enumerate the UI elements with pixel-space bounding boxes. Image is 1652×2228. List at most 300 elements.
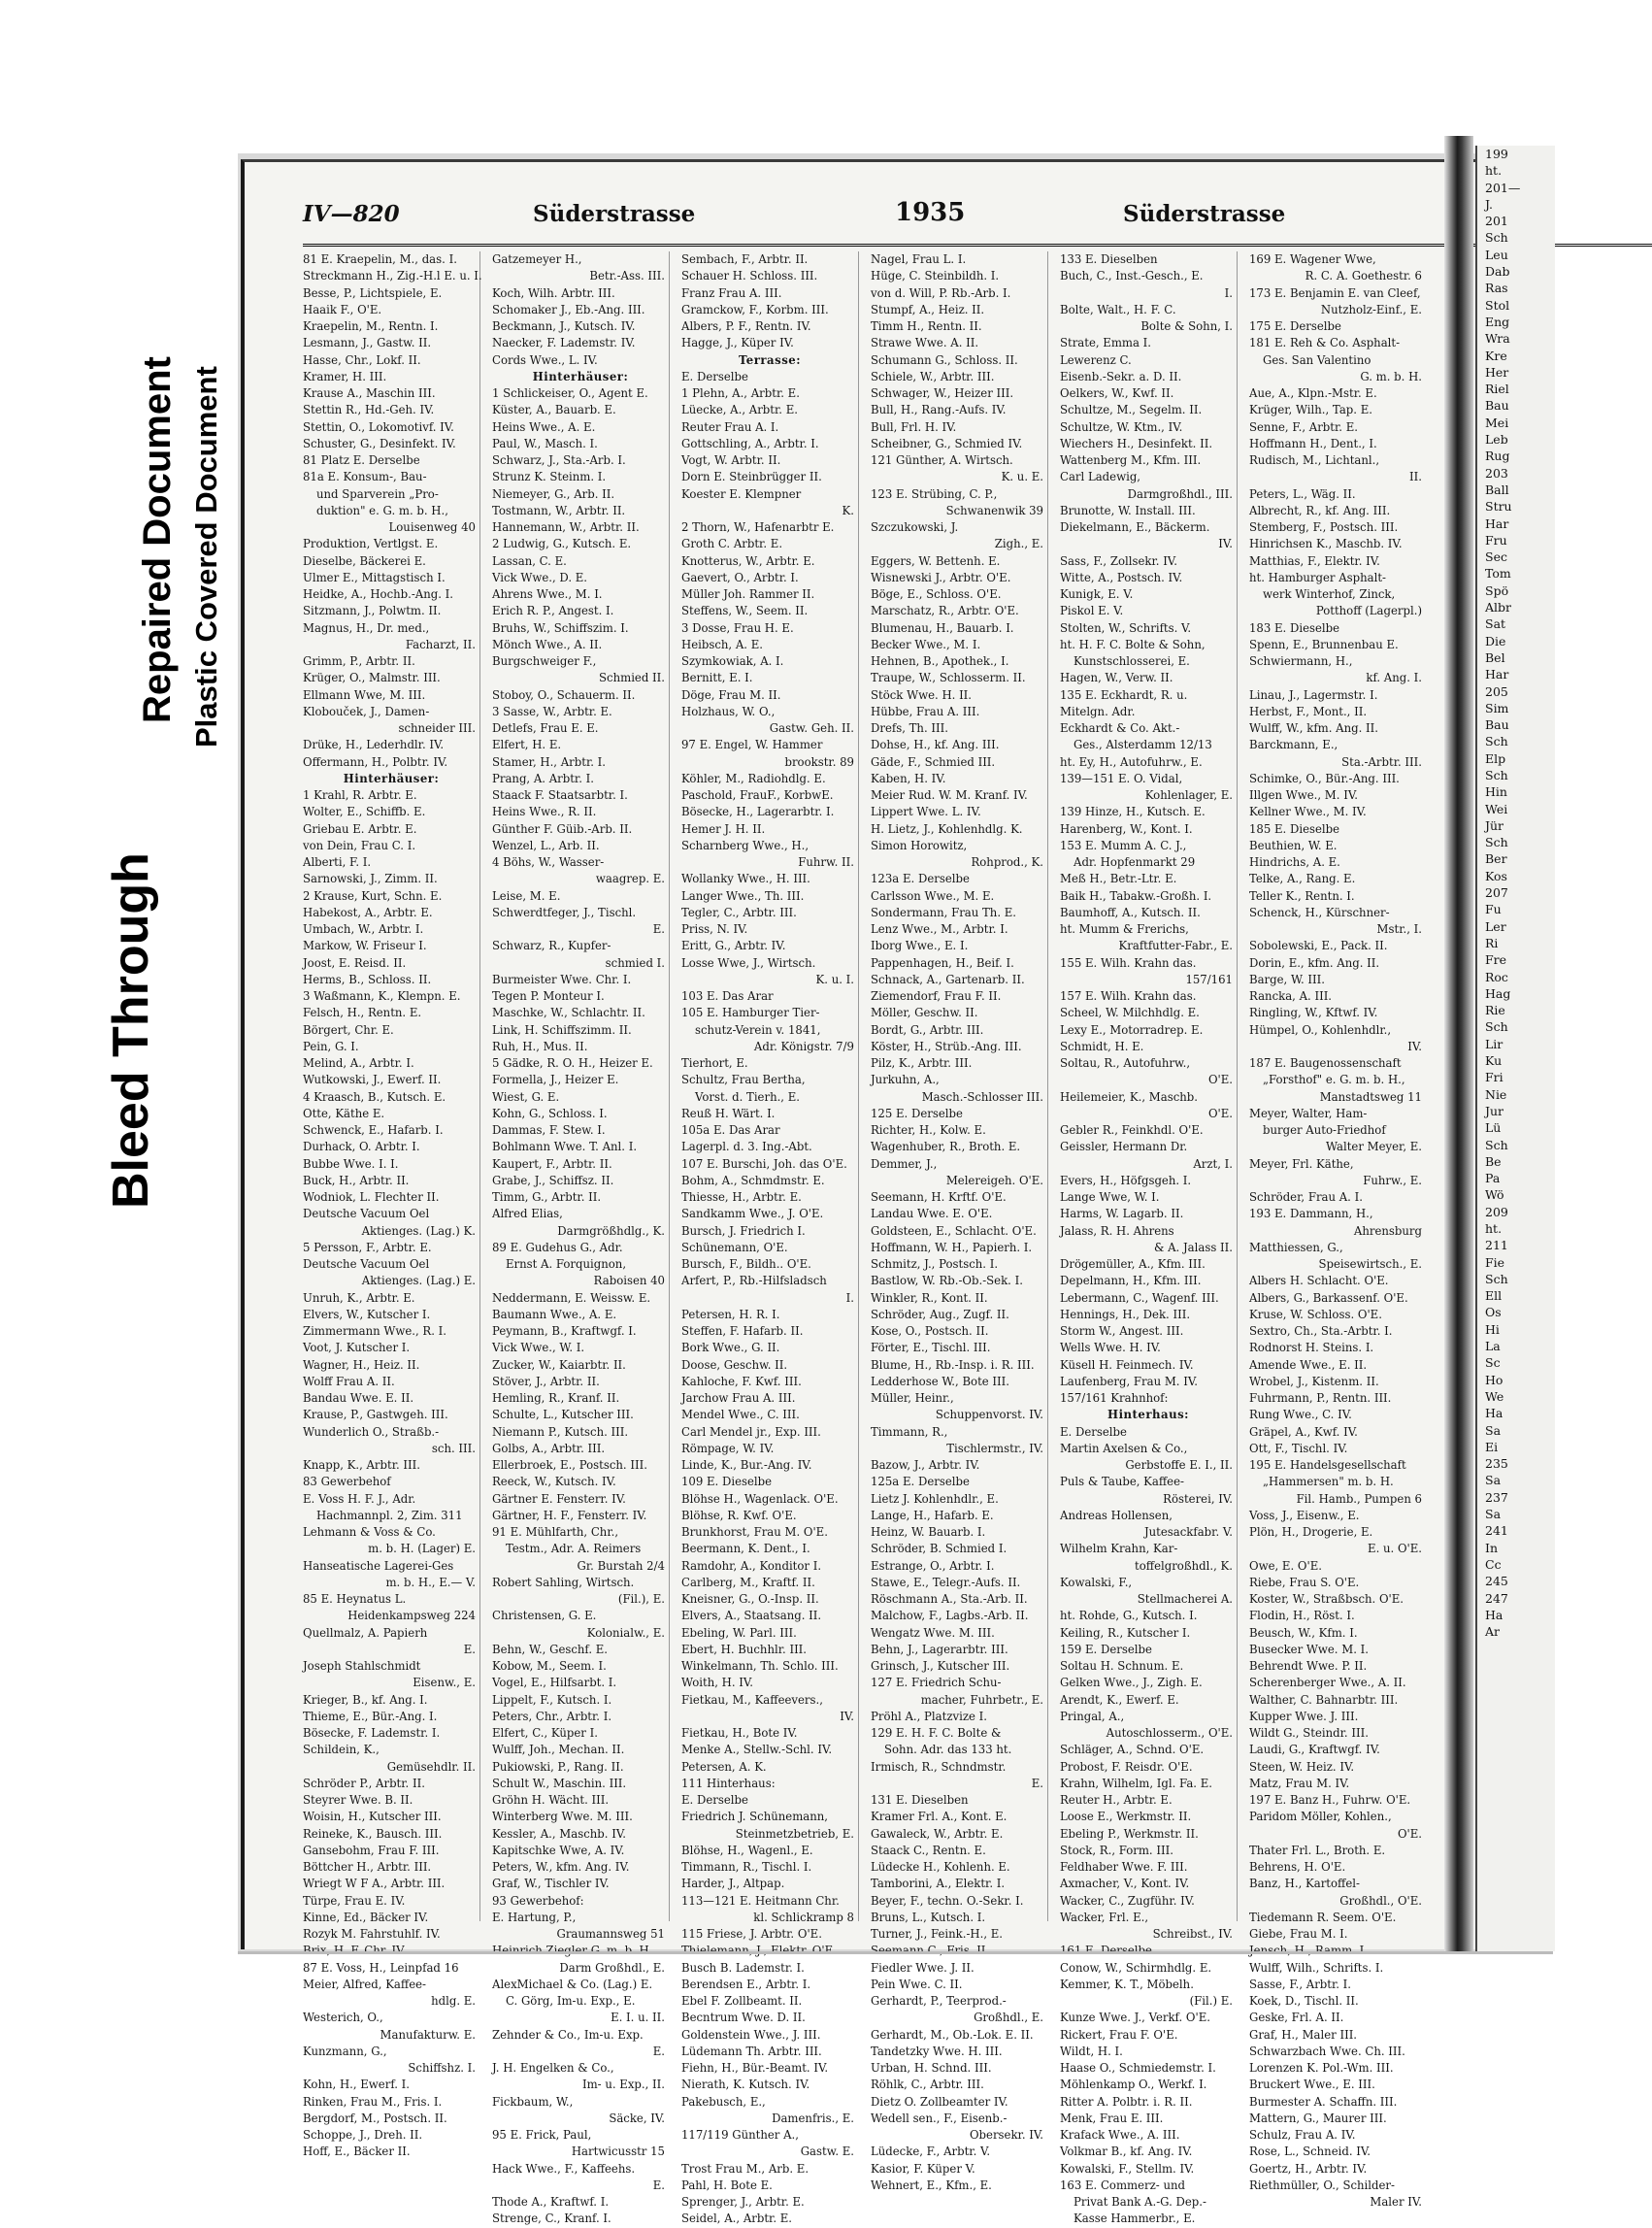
directory-entry: Lehmann & Voss & Co. bbox=[303, 1525, 436, 1539]
next-page-fragment: Sch bbox=[1485, 734, 1508, 749]
directory-entry: Becntrum Wwe. D. II. bbox=[681, 2011, 806, 2025]
next-page-fragment: 205 bbox=[1485, 683, 1508, 699]
next-page-fragment: Rug bbox=[1485, 449, 1510, 464]
directory-entry: Lüecke, A., Arbtr. E. bbox=[681, 403, 798, 417]
directory-entry: Feldhaber Wwe. F. III. bbox=[1060, 1860, 1188, 1874]
directory-entry: Gelken Wwe., J., Zigh. E. bbox=[1060, 1676, 1203, 1690]
directory-entry: Pein Wwe. C. II. bbox=[871, 1977, 963, 1991]
directory-entry: Matthiessen, G., bbox=[1249, 1240, 1343, 1254]
directory-entry: Wacker, C., Zugführ. IV. bbox=[1060, 1893, 1195, 1908]
next-page-fragment: Fri bbox=[1485, 1070, 1503, 1085]
next-page-fragment: ht. bbox=[1485, 1221, 1503, 1236]
next-page-fragment: 201 bbox=[1485, 214, 1508, 229]
directory-entry: Timmann, R., bbox=[871, 1424, 948, 1439]
directory-entry: Pukiowski, P., Rang. II. bbox=[492, 1759, 624, 1774]
directory-entry: Koster, W., Straßbsch. O'E. bbox=[1249, 1592, 1404, 1606]
directory-entry: Petersen, H. R. I. bbox=[681, 1307, 780, 1321]
directory-entry: Probost, F. Reisdr. O'E. bbox=[1060, 1759, 1193, 1774]
directory-entry: Hanseatische Lagerei-Ges bbox=[303, 1558, 454, 1573]
directory-entry: Stemberg, F., Postsch. III. bbox=[1249, 520, 1399, 534]
directory-entry: Lagerpl. d. 3. Ing.-Abt. bbox=[681, 1140, 812, 1154]
directory-entry: Vick Wwe., D. E. bbox=[492, 570, 588, 584]
directory-entry: 2 Ludwig, G., Kutsch. E. bbox=[492, 537, 632, 551]
directory-entry: 83 Gewerbehof bbox=[303, 1475, 391, 1489]
next-page-fragment: Sec bbox=[1485, 549, 1507, 565]
directory-entry: Besse, P., Lichtspiele, E. bbox=[303, 285, 443, 300]
directory-entry: Grinsch, J., Kutscher III. bbox=[871, 1659, 1010, 1673]
directory-entry: AlexMichael & Co. (Lag.) E. bbox=[492, 1977, 653, 1991]
directory-entry: Irmisch, R., Schndmstr. bbox=[871, 1759, 1007, 1774]
directory-entry: Vogel, E., Hilfsarbt. I. bbox=[492, 1676, 617, 1690]
directory-entry: R. C. A. Goethestr. 6 bbox=[1305, 269, 1422, 283]
directory-entry: 1 Schlickeiser, O., Agent E. bbox=[492, 386, 648, 400]
directory-entry: Hagge, J., Küper IV. bbox=[681, 336, 794, 350]
directory-entry: Jurkuhn, A., bbox=[871, 1073, 940, 1087]
directory-entry: Beusch, W., Kfm. I. bbox=[1249, 1625, 1358, 1640]
directory-entry: Kinne, Ed., Bäcker IV. bbox=[303, 1910, 429, 1924]
directory-entry: Burgschweiger F., bbox=[492, 654, 597, 668]
directory-entry: Hinterhäuser: bbox=[343, 771, 440, 785]
next-page-fragment: Ho bbox=[1485, 1372, 1503, 1387]
directory-entry: 123 E. Strübing, C. P., bbox=[871, 486, 998, 501]
directory-entry: Produktion, Vertlgst. E. bbox=[303, 537, 439, 551]
directory-entry: Winterberg Wwe. M. III. bbox=[492, 1810, 633, 1824]
next-page-fragment: Rie bbox=[1485, 1003, 1505, 1018]
directory-entry: Ernst A. Forquignon, bbox=[506, 1257, 627, 1271]
directory-entry: Köster, H., Strüb.-Ang. III. bbox=[871, 1039, 1022, 1053]
next-page-fragment: Sch bbox=[1485, 1019, 1508, 1035]
directory-entry: IV. bbox=[1407, 1039, 1422, 1053]
directory-entry: Hinrichsen K., Maschb. IV. bbox=[1249, 537, 1403, 551]
directory-entry: Schmitz, J., Postsch. I. bbox=[871, 1257, 999, 1271]
directory-entry: schutz-Verein v. 1841, bbox=[695, 1022, 821, 1037]
directory-entry: Baik H., Tabakw.-Großh. I. bbox=[1060, 888, 1212, 903]
directory-entry: 195 E. Handelsgesellschaft bbox=[1249, 1458, 1406, 1472]
directory-entry: 2 Thorn, W., Hafenarbtr E. bbox=[681, 520, 835, 534]
directory-entry: Hehnen, B., Apothek., I. bbox=[871, 654, 1009, 668]
directory-entry: Timmann, R., Tischl. I. bbox=[681, 1860, 812, 1874]
directory-entry: Schwanenwik 39 bbox=[945, 503, 1043, 517]
directory-entry: Gärtner, H. F., Fensterr. IV. bbox=[492, 1508, 647, 1522]
next-page-fragment: 241 bbox=[1485, 1523, 1508, 1539]
directory-entry: Bolte, Walt., H. F. C. bbox=[1060, 302, 1176, 316]
directory-entry: Heilemeier, K., Maschb. bbox=[1060, 1089, 1198, 1104]
directory-entry: 5 Gädke, R. O. H., Heizer E. bbox=[492, 1056, 653, 1070]
directory-entry: Quellmalz, A. Papierh bbox=[303, 1625, 428, 1640]
directory-entry: Schultze, M., Segelm. II. bbox=[1060, 403, 1203, 417]
next-page-fragment: Bau bbox=[1485, 398, 1509, 414]
directory-entry: Krause, P., Gastwgeh. III. bbox=[303, 1408, 448, 1422]
next-page-fragment: Sa bbox=[1485, 1507, 1502, 1522]
directory-entry: Schwiermann, H., bbox=[1249, 654, 1353, 668]
directory-entry: Bohm, A., Schmdmstr. E. bbox=[681, 1173, 825, 1187]
directory-entry: Albrecht, R., kf. Ang. III. bbox=[1249, 503, 1391, 517]
directory-entry: Nagel, Frau L. I. bbox=[871, 252, 967, 266]
directory-entry: Reeck, W., Kutsch. IV. bbox=[492, 1475, 616, 1489]
directory-entry: Pein, G. I. bbox=[303, 1039, 359, 1053]
directory-entry: 93 Gewerbehof: bbox=[492, 1893, 584, 1908]
directory-entry: Lassan, C. E. bbox=[492, 553, 567, 568]
next-page-fragment: 211 bbox=[1485, 1238, 1508, 1253]
next-page-fragment: Sim bbox=[1485, 700, 1509, 715]
directory-entry: Ruh, H., Mus. II. bbox=[492, 1039, 588, 1053]
next-page-fragment: Ku bbox=[1485, 1053, 1503, 1069]
directory-entry: Menk, Frau E. III. bbox=[1060, 2111, 1164, 2125]
directory-entry: 4 Kraasch, B., Kutsch. E. bbox=[303, 1089, 446, 1104]
next-page-fragment: Stru bbox=[1485, 499, 1512, 515]
directory-entry: Schröder, Frau A. I. bbox=[1249, 1190, 1363, 1204]
directory-entry: Iborg Wwe., E. I. bbox=[871, 939, 969, 953]
directory-entry: Leise, M. E. bbox=[492, 888, 561, 903]
directory-entry: 157 E. Wilh. Krahn das. bbox=[1060, 989, 1197, 1003]
directory-entry: Depelmann, H., Kfm. III. bbox=[1060, 1274, 1202, 1288]
directory-entry: Demmer, J., bbox=[871, 1156, 938, 1171]
directory-entry: Jarchow Frau A. III. bbox=[681, 1391, 796, 1405]
directory-entry: Fuhrmann, P., Rentn. III. bbox=[1249, 1391, 1392, 1405]
directory-entry: Pringal, A., bbox=[1060, 1709, 1125, 1723]
directory-entry: Arfert, P., Rb.-Hilfsladsch bbox=[681, 1274, 827, 1288]
directory-entry: Estrange, O., Arbtr. I. bbox=[871, 1558, 995, 1573]
next-page-fragment: Sch bbox=[1485, 1271, 1508, 1286]
directory-entry: Soltau, R., Autofuhrw., bbox=[1060, 1056, 1191, 1070]
directory-entry: Zigh., E. bbox=[994, 537, 1043, 551]
next-page-fragment: Pa bbox=[1485, 1171, 1501, 1186]
directory-entry: Schröder, B. Schmied I. bbox=[871, 1542, 1008, 1556]
next-page-fragment: Fru bbox=[1485, 532, 1507, 548]
directory-entry: Vorst. d. Tierh., E. bbox=[695, 1089, 800, 1104]
directory-entry: Rung Wwe., C. IV. bbox=[1249, 1408, 1352, 1422]
directory-entry: Wriegt W F A., Arbtr. III. bbox=[303, 1877, 446, 1891]
directory-entry: Börgert, Chr. E. bbox=[303, 1022, 394, 1037]
directory-entry: Schnack, A., Gartenarb. II. bbox=[871, 972, 1025, 986]
directory-entry: Kessler, A., Maschb. IV. bbox=[492, 1826, 626, 1841]
directory-entry: Alfred Elias, bbox=[492, 1207, 563, 1221]
next-page-fragment: Lir bbox=[1485, 1036, 1503, 1051]
directory-entry: Wells Wwe. H. IV. bbox=[1060, 1341, 1161, 1355]
directory-entry: Staack F. Staatsarbtr. I. bbox=[492, 788, 628, 802]
directory-entry: Gerhardt, M., Ob.-Lok. E. II. bbox=[871, 2027, 1034, 2042]
directory-entry: Speisewirtsch., E. bbox=[1318, 1257, 1422, 1271]
directory-entry: Teller K., Rentn. I. bbox=[1249, 888, 1355, 903]
directory-entry: Tandetzky Wwe. H. III. bbox=[871, 2044, 1003, 2058]
directory-entry: Blumenau, H., Bauarb. I. bbox=[871, 620, 1014, 635]
directory-entry: 89 E. Gudehus G., Adr. bbox=[492, 1240, 623, 1254]
directory-entry: Stettin, O., Lokomotivf. IV. bbox=[303, 419, 454, 434]
directory-entry: Loose E., Werkmstr. II. bbox=[1060, 1810, 1192, 1824]
directory-entry: Dieselbe, Bäckerei E. bbox=[303, 553, 426, 568]
directory-entry: Wolter, E., Schiffb. E. bbox=[303, 805, 426, 819]
directory-entry: Kellner Wwe., M. IV. bbox=[1249, 805, 1367, 819]
directory-entry: 121 Günther, A. Wirtsch. bbox=[871, 453, 1013, 467]
directory-entry: 129 E. H. F. C. Bolte & bbox=[871, 1726, 1002, 1740]
directory-entry: werk Winterhof, Zinck, bbox=[1263, 587, 1396, 601]
street-name-left: Süderstrasse bbox=[533, 201, 696, 227]
directory-entry: „Hammersen" m. b. H. bbox=[1263, 1475, 1394, 1489]
directory-entry: Sextro, Ch., Sta.-Arbtr. I. bbox=[1249, 1324, 1393, 1338]
directory-entry: Heins Wwe., R. II. bbox=[492, 805, 597, 819]
directory-entry: Unruh, K., Arbtr. E. bbox=[303, 1290, 415, 1305]
directory-entry: Hübbe, Frau A. III. bbox=[871, 704, 980, 718]
directory-entry: Hoffmann, W. H., Papierh. I. bbox=[871, 1240, 1033, 1254]
directory-entry: Matz, Frau M. IV. bbox=[1249, 1776, 1350, 1790]
directory-entry: Reuß H. Wärt. I. bbox=[681, 1106, 776, 1120]
directory-entry: Im- u. Exp., II. bbox=[581, 2078, 665, 2092]
directory-entry: & A. Jalass II. bbox=[1153, 1240, 1233, 1254]
directory-entry: Aue, A., Klpn.-Mstr. E. bbox=[1249, 386, 1377, 400]
next-page-fragment: Ha bbox=[1485, 1406, 1503, 1421]
directory-entry: Klobouček, J., Damen- bbox=[303, 704, 430, 718]
next-page-edge bbox=[1475, 146, 1555, 1951]
directory-entry: Zimmermann Wwe., R. I. bbox=[303, 1324, 446, 1338]
directory-entry: Darmgroßhdl., III. bbox=[1127, 486, 1233, 501]
directory-entry: E. Voss H. F. J., Adr. bbox=[303, 1491, 416, 1506]
directory-entry: Lietz J. Kohlenhdlr., E. bbox=[871, 1491, 999, 1506]
next-page-fragment: Ei bbox=[1485, 1439, 1499, 1454]
directory-entry: Nierath, K. Kutsch. IV. bbox=[681, 2078, 810, 2092]
directory-entry: Timm, G., Arbtr. II. bbox=[492, 1190, 602, 1204]
directory-entry: Lebermann, C., Wagenf. III. bbox=[1060, 1290, 1219, 1305]
directory-entry: Winkler, R., Kont. II. bbox=[871, 1290, 988, 1305]
directory-entry: Mstr., I. bbox=[1376, 922, 1422, 936]
directory-entry: Behrens, H. O'E. bbox=[1249, 1860, 1346, 1874]
directory-entry: Steffens, W., Seem. II. bbox=[681, 604, 809, 618]
directory-entry: E. u. O'E. bbox=[1368, 1542, 1422, 1556]
directory-entry: Busecker Wwe. M. I. bbox=[1249, 1642, 1369, 1656]
directory-entry: Doose, Geschw. II. bbox=[681, 1357, 788, 1372]
directory-entry: Mattern, G., Maurer III. bbox=[1249, 2111, 1387, 2125]
next-page-fragment: Kre bbox=[1485, 348, 1507, 363]
directory-entry: Piskol E. V. bbox=[1060, 604, 1124, 618]
directory-entry: Woith, H. IV. bbox=[681, 1676, 753, 1690]
next-page-fragment: Sch bbox=[1485, 767, 1508, 782]
next-page-fragment: Har bbox=[1485, 515, 1509, 531]
directory-entry: Umbach, W., Arbtr. I. bbox=[303, 922, 424, 936]
directory-entry: Kahloche, F. Kwf. III. bbox=[681, 1374, 802, 1388]
directory-entry: Grimm, P., Arbtr. II. bbox=[303, 654, 415, 668]
directory-entry: Arzt, I. bbox=[1193, 1156, 1233, 1171]
directory-entry: Scherenberger Wwe., A. II. bbox=[1249, 1676, 1406, 1690]
directory-entry: Hinterhaus: bbox=[1107, 1408, 1189, 1422]
directory-entry: Buck, H., Arbtr. II. bbox=[303, 1173, 410, 1187]
directory-entry: Koch, Wilh. Arbtr. III. bbox=[492, 285, 615, 300]
directory-entry: Knotterus, W., Arbtr. E. bbox=[681, 553, 815, 568]
directory-entry: Bruhs, W., Schiffszim. I. bbox=[492, 620, 629, 635]
directory-entry: Reuter Frau A. I. bbox=[681, 419, 779, 434]
directory-entry: Laudi, G., Kraftwgf. IV. bbox=[1249, 1743, 1380, 1757]
directory-entry: Obersekr. IV. bbox=[969, 2128, 1043, 2142]
directory-entry: Senne, F., Arbtr. E. bbox=[1249, 419, 1358, 434]
directory-entry: Adr. Hopfenmarkt 29 bbox=[1074, 855, 1196, 869]
street-name-right: Süderstrasse bbox=[1123, 201, 1286, 227]
directory-entry: Bull, Frl. H. IV. bbox=[871, 419, 957, 434]
directory-entry: Schultze, W. Ktm., IV. bbox=[1060, 419, 1183, 434]
directory-entry: Möller, Geschw. II. bbox=[871, 1006, 978, 1020]
directory-entry: Langer Wwe., Th. III. bbox=[681, 888, 805, 903]
directory-entry: Goldenstein Wwe., J. III. bbox=[681, 2027, 821, 2042]
directory-entry: Schwerdtfeger, J., Tischl. bbox=[492, 905, 637, 919]
directory-entry: Durhack, O. Arbtr. I. bbox=[303, 1140, 420, 1154]
directory-entry: Scharnberg Wwe., H., bbox=[681, 838, 809, 852]
directory-entry: Gatzemeyer H., bbox=[492, 252, 582, 266]
directory-entry: Baumann Wwe., A. E. bbox=[492, 1307, 617, 1321]
directory-entry: Stamer, H., Arbtr. I. bbox=[492, 754, 607, 769]
directory-entry: 117/119 Günther A., bbox=[681, 2128, 799, 2142]
directory-entry: Kohn, G., Schloss. I. bbox=[492, 1106, 608, 1120]
directory-entry: Drefs, Th. III. bbox=[871, 721, 948, 735]
directory-entry: ht. Hamburger Asphalt- bbox=[1249, 570, 1386, 584]
directory-entry: 3 Dosse, Frau H. E. bbox=[681, 620, 794, 635]
next-page-fragment: ht. bbox=[1485, 163, 1503, 179]
directory-entry: Sitzmann, J., Polwtm. II. bbox=[303, 604, 442, 618]
directory-entry: Krüger, O., Malmstr. III. bbox=[303, 671, 441, 685]
directory-entry: Graf, W., Tischler IV. bbox=[492, 1877, 610, 1891]
next-page-fragment: Bel bbox=[1485, 649, 1505, 665]
directory-entry: Adr. Königstr. 7/9 bbox=[753, 1039, 854, 1053]
directory-entry: Wehnert, E., Kfm., E. bbox=[871, 2178, 992, 2192]
directory-entry: Louisenweg 40 bbox=[388, 520, 476, 534]
directory-entry: Wulff, Wilh., Schrifts. I. bbox=[1249, 1960, 1384, 1975]
directory-entry: Wengatz Wwe. M. III. bbox=[871, 1625, 995, 1640]
directory-entry: Steyrer Wwe. B. II. bbox=[303, 1793, 413, 1807]
next-page-fragment: Ell bbox=[1485, 1288, 1503, 1304]
directory-entry: Diekelmann, E., Bäckerm. bbox=[1060, 520, 1210, 534]
directory-entry: Schwarz, R., Kupfer- bbox=[492, 939, 611, 953]
directory-entry: Fuhrw. II. bbox=[798, 855, 854, 869]
directory-entry: Bruns, L., Kutsch. I. bbox=[871, 1910, 986, 1924]
directory-entry: Zehnder & Co., Im-u. Exp. bbox=[492, 2027, 644, 2042]
directory-entry: Strenge, C., Kranf. I. bbox=[492, 2211, 611, 2226]
directory-entry: Wulff, Joh., Mechan. II. bbox=[492, 1743, 625, 1757]
directory-entry: Gerhardt, P., Teerprod.- bbox=[871, 1994, 1007, 2008]
directory-entry: Matthias, F., Elektr. IV. bbox=[1249, 553, 1380, 568]
directory-entry: Lippert Wwe. L. IV. bbox=[871, 805, 981, 819]
directory-entry: Tischlermstr., IV. bbox=[946, 1441, 1043, 1455]
directory-entry: Reineke, K., Bausch. III. bbox=[303, 1826, 443, 1841]
next-page-fragment: Tom bbox=[1485, 566, 1511, 582]
directory-entry: Wagenhuber, R., Broth. E. bbox=[871, 1140, 1021, 1154]
directory-entry: Carl Mendel jr., Exp. III. bbox=[681, 1424, 821, 1439]
next-page-fragment: Har bbox=[1485, 667, 1509, 682]
directory-entry: E. bbox=[652, 922, 665, 936]
directory-entry: Westerich, O., bbox=[303, 2011, 383, 2025]
directory-entry: schmied I. bbox=[605, 955, 665, 970]
directory-entry: Bubbe Wwe. I. I. bbox=[303, 1156, 399, 1171]
next-page-fragment: J. bbox=[1485, 196, 1494, 212]
directory-entry: Pakebusch, E., bbox=[681, 2094, 766, 2109]
directory-entry: Rösterei, IV. bbox=[1163, 1491, 1233, 1506]
directory-entry: 163 E. Commerz- und bbox=[1060, 2178, 1185, 2192]
directory-entry: Großhdl., E. bbox=[974, 2011, 1043, 2025]
next-page-fragment: Fre bbox=[1485, 952, 1507, 968]
directory-entry: Brunkhorst, Frau M. O'E. bbox=[681, 1525, 828, 1539]
directory-entry: Fietkau, H., Bote IV. bbox=[681, 1726, 798, 1740]
directory-entry: Stock, R., Form. III. bbox=[1060, 1843, 1173, 1857]
directory-entry: Dorin, E., kfm. Ang. II. bbox=[1249, 955, 1380, 970]
book-gutter bbox=[1444, 136, 1473, 1951]
directory-entry: Türpe, Frau E. IV. bbox=[303, 1893, 406, 1908]
next-page-fragment: Os bbox=[1485, 1305, 1502, 1320]
directory-entry: Scheibner, G., Schmied IV. bbox=[871, 436, 1023, 450]
year: 1935 bbox=[895, 198, 966, 227]
directory-entry: O'E. bbox=[1397, 1826, 1422, 1841]
next-page-fragment: Hag bbox=[1485, 985, 1511, 1001]
directory-entry: 91 E. Mühlfarth, Chr., bbox=[492, 1525, 619, 1539]
directory-entry: Fietkau, M., Kaffeevers., bbox=[681, 1692, 823, 1707]
next-page-fragment: Lü bbox=[1485, 1120, 1502, 1136]
directory-entry: Tamborini, A., Elektr. I. bbox=[871, 1877, 1006, 1891]
directory-entry: Geissler, Hermann Dr. bbox=[1060, 1140, 1188, 1154]
next-page-fragment: Cc bbox=[1485, 1556, 1502, 1572]
directory-entry: Kohn, H., Ewerf. I. bbox=[303, 2078, 410, 2092]
directory-entry: Berendsen E., Arbtr. I. bbox=[681, 1977, 811, 1991]
directory-entry: Kose, O., Postsch. II. bbox=[871, 1324, 989, 1338]
directory-entry: Linau, J., Lagermstr. I. bbox=[1249, 687, 1378, 702]
directory-entry: Aktienges. (Lag.) K. bbox=[361, 1223, 476, 1238]
directory-entry: O'E. bbox=[1207, 1073, 1233, 1087]
directory-entry: Privat Bank A.-G. Dep.- bbox=[1074, 2195, 1206, 2209]
directory-entry: 159 E. Derselbe bbox=[1060, 1642, 1152, 1656]
directory-entry: Blöhse H., Wagenlack. O'E. bbox=[681, 1491, 839, 1506]
directory-entry: 139 Hinze, H., Kutsch. E. bbox=[1060, 805, 1206, 819]
directory-entry: Stawe, E., Telegr.-Aufs. II. bbox=[871, 1575, 1021, 1589]
next-page-fragment: Ball bbox=[1485, 482, 1509, 497]
directory-entry: Wiechers H., Desinfekt. II. bbox=[1060, 436, 1213, 450]
next-page-fragment: Dab bbox=[1485, 264, 1510, 280]
directory-entry: O'E. bbox=[1207, 1106, 1233, 1120]
directory-entry: Bohlmann Wwe. T. Anl. I. bbox=[492, 1140, 638, 1154]
directory-entry: Prang, A. Arbtr. I. bbox=[492, 771, 594, 785]
directory-entry: Arendt, K., Ewerf. E. bbox=[1060, 1692, 1179, 1707]
directory-entry: Turner, J., Feink.-H., E. bbox=[871, 1927, 1003, 1941]
directory-entry: Owe, E. O'E. bbox=[1249, 1558, 1322, 1573]
directory-entry: Müller Joh. Rammer II. bbox=[681, 587, 815, 601]
directory-entry: Albers, G., Barkassenf. O'E. bbox=[1249, 1290, 1408, 1305]
next-page-fragment: Her bbox=[1485, 364, 1509, 380]
directory-entry: Flodin, H., Röst. I. bbox=[1249, 1609, 1355, 1623]
directory-entry: Thode A., Kraftwf. I. bbox=[492, 2195, 610, 2209]
directory-entry: Dammas, F. Stew. I. bbox=[492, 1123, 606, 1137]
directory-entry: E. bbox=[1031, 1776, 1043, 1790]
directory-entry: 131 E. Dieselben bbox=[871, 1793, 969, 1807]
directory-entry: Hüge, C. Steinbildh. I. bbox=[871, 269, 1000, 283]
directory-entry: Herbst, F., Mont., II. bbox=[1249, 704, 1368, 718]
next-page-fragment: Hi bbox=[1485, 1321, 1500, 1337]
directory-entry: Paridom Möller, Kohlen., bbox=[1249, 1810, 1392, 1824]
directory-entry: Axmacher, V., Kont. IV. bbox=[1060, 1877, 1190, 1891]
directory-entry: Otte, Käthe E. bbox=[303, 1106, 385, 1120]
directory-entry: Sohn. Adr. das 133 ht. bbox=[884, 1743, 1012, 1757]
directory-entry: Schläger, A., Schnd. O'E. bbox=[1060, 1743, 1205, 1757]
directory-entry: Ahrensburg bbox=[1353, 1223, 1422, 1238]
directory-entry: Facharzt, II. bbox=[405, 637, 476, 651]
directory-entry: Günther F. Güib.-Arb. II. bbox=[492, 821, 633, 836]
directory-entry: Rodnorst H. Steins. I. bbox=[1249, 1341, 1374, 1355]
directory-entry: Schumann G., Schloss. II. bbox=[871, 352, 1018, 367]
directory-entry: Müller, Heinr., bbox=[871, 1391, 954, 1405]
directory-entry: Joseph Stahlschmidt bbox=[303, 1659, 421, 1673]
directory-entry: Fiedler Wwe. J. II. bbox=[871, 1960, 975, 1975]
directory-entry: E. bbox=[652, 2178, 665, 2192]
directory-entry: Gebler R., Feinkhdl. O'E. bbox=[1060, 1123, 1204, 1137]
directory-entry: 107 E. Burschi, Joh. das O'E. bbox=[681, 1156, 847, 1171]
directory-entry: Holzhaus, W. O., bbox=[681, 704, 776, 718]
directory-entry: von Dein, Frau C. I. bbox=[303, 838, 416, 852]
directory-entry: Kruse, W. Schloss. O'E. bbox=[1249, 1307, 1382, 1321]
directory-entry: Zucker, W., Kaiarbtr. II. bbox=[492, 1357, 626, 1372]
next-page-fragment: Leb bbox=[1485, 432, 1508, 448]
directory-entry: Bergdorf, M., Postsch. II. bbox=[303, 2111, 447, 2125]
directory-entry: Peters, Chr., Arbtr. I. bbox=[492, 1709, 612, 1723]
